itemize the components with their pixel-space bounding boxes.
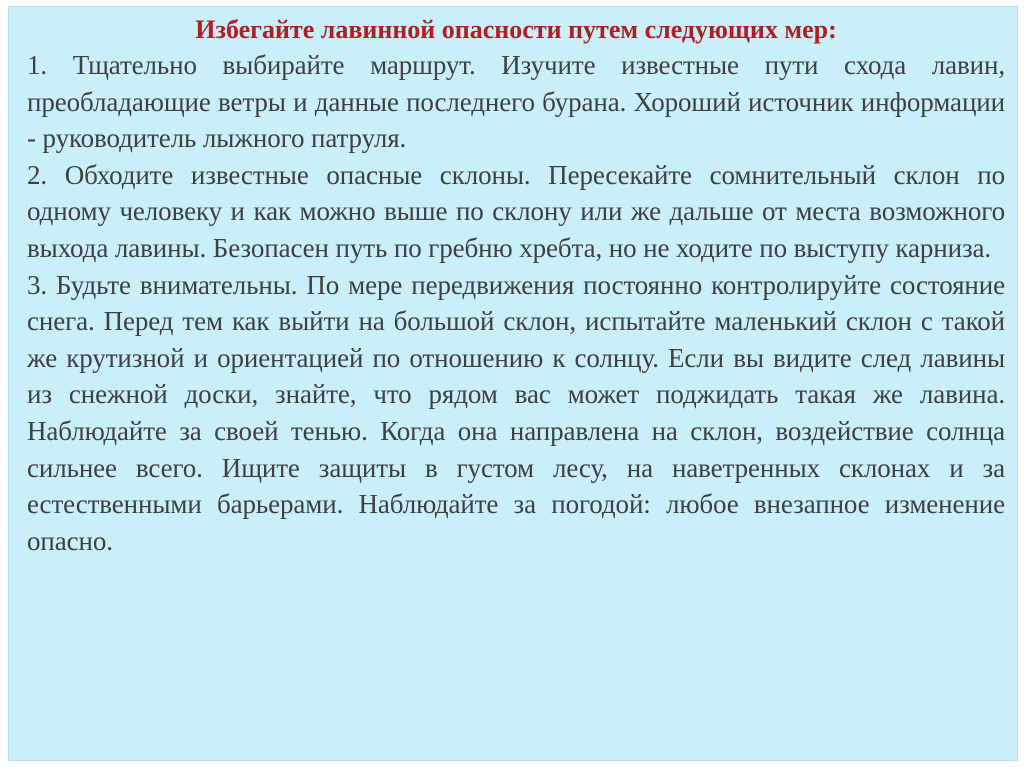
paragraph-slopes: 2. Обходите известные опасные склоны. Пересекайте сомнительный склон по одному человеку и как можно выше по склону или же дальше от места возможного выхода лавины. Безопасен путь по гребню хребта, но не ходите по выступу карниза. bbox=[27, 159, 1005, 263]
paragraph-attention: 3. Будьте внимательны. По мере передвижения постоянно контролируйте состояние снега. Перед тем как выйти на большой склон, испытайте маленький склон с такой же крутизной и ориентацией по отношению к солнцу. Если вы видите след лавины из снежной доски, знайте, что рядом вас может поджидать такая же лавина. Наблюдайте за своей тенью. Когда она направлена на склон, воздействие солнца сильнее всего. Ищите защиты в густом лесу, на наветренных склонах и за естественными барьерами. Наблюдайте за погодой: любое внезапное изменение опасно. bbox=[27, 269, 1005, 556]
slide-title: Избегайте лавинной опасности путем следующих мер: bbox=[195, 15, 837, 44]
slide-panel bbox=[8, 6, 1018, 761]
paragraph-route: 1. Тщательно выбирайте маршрут. Изучите известные пути схода лавин, преобладающие ветры и данные последнего бурана. Хороший источник информации - руководитель лыжного патруля. bbox=[27, 50, 1005, 154]
slide-content bbox=[27, 13, 1005, 559]
